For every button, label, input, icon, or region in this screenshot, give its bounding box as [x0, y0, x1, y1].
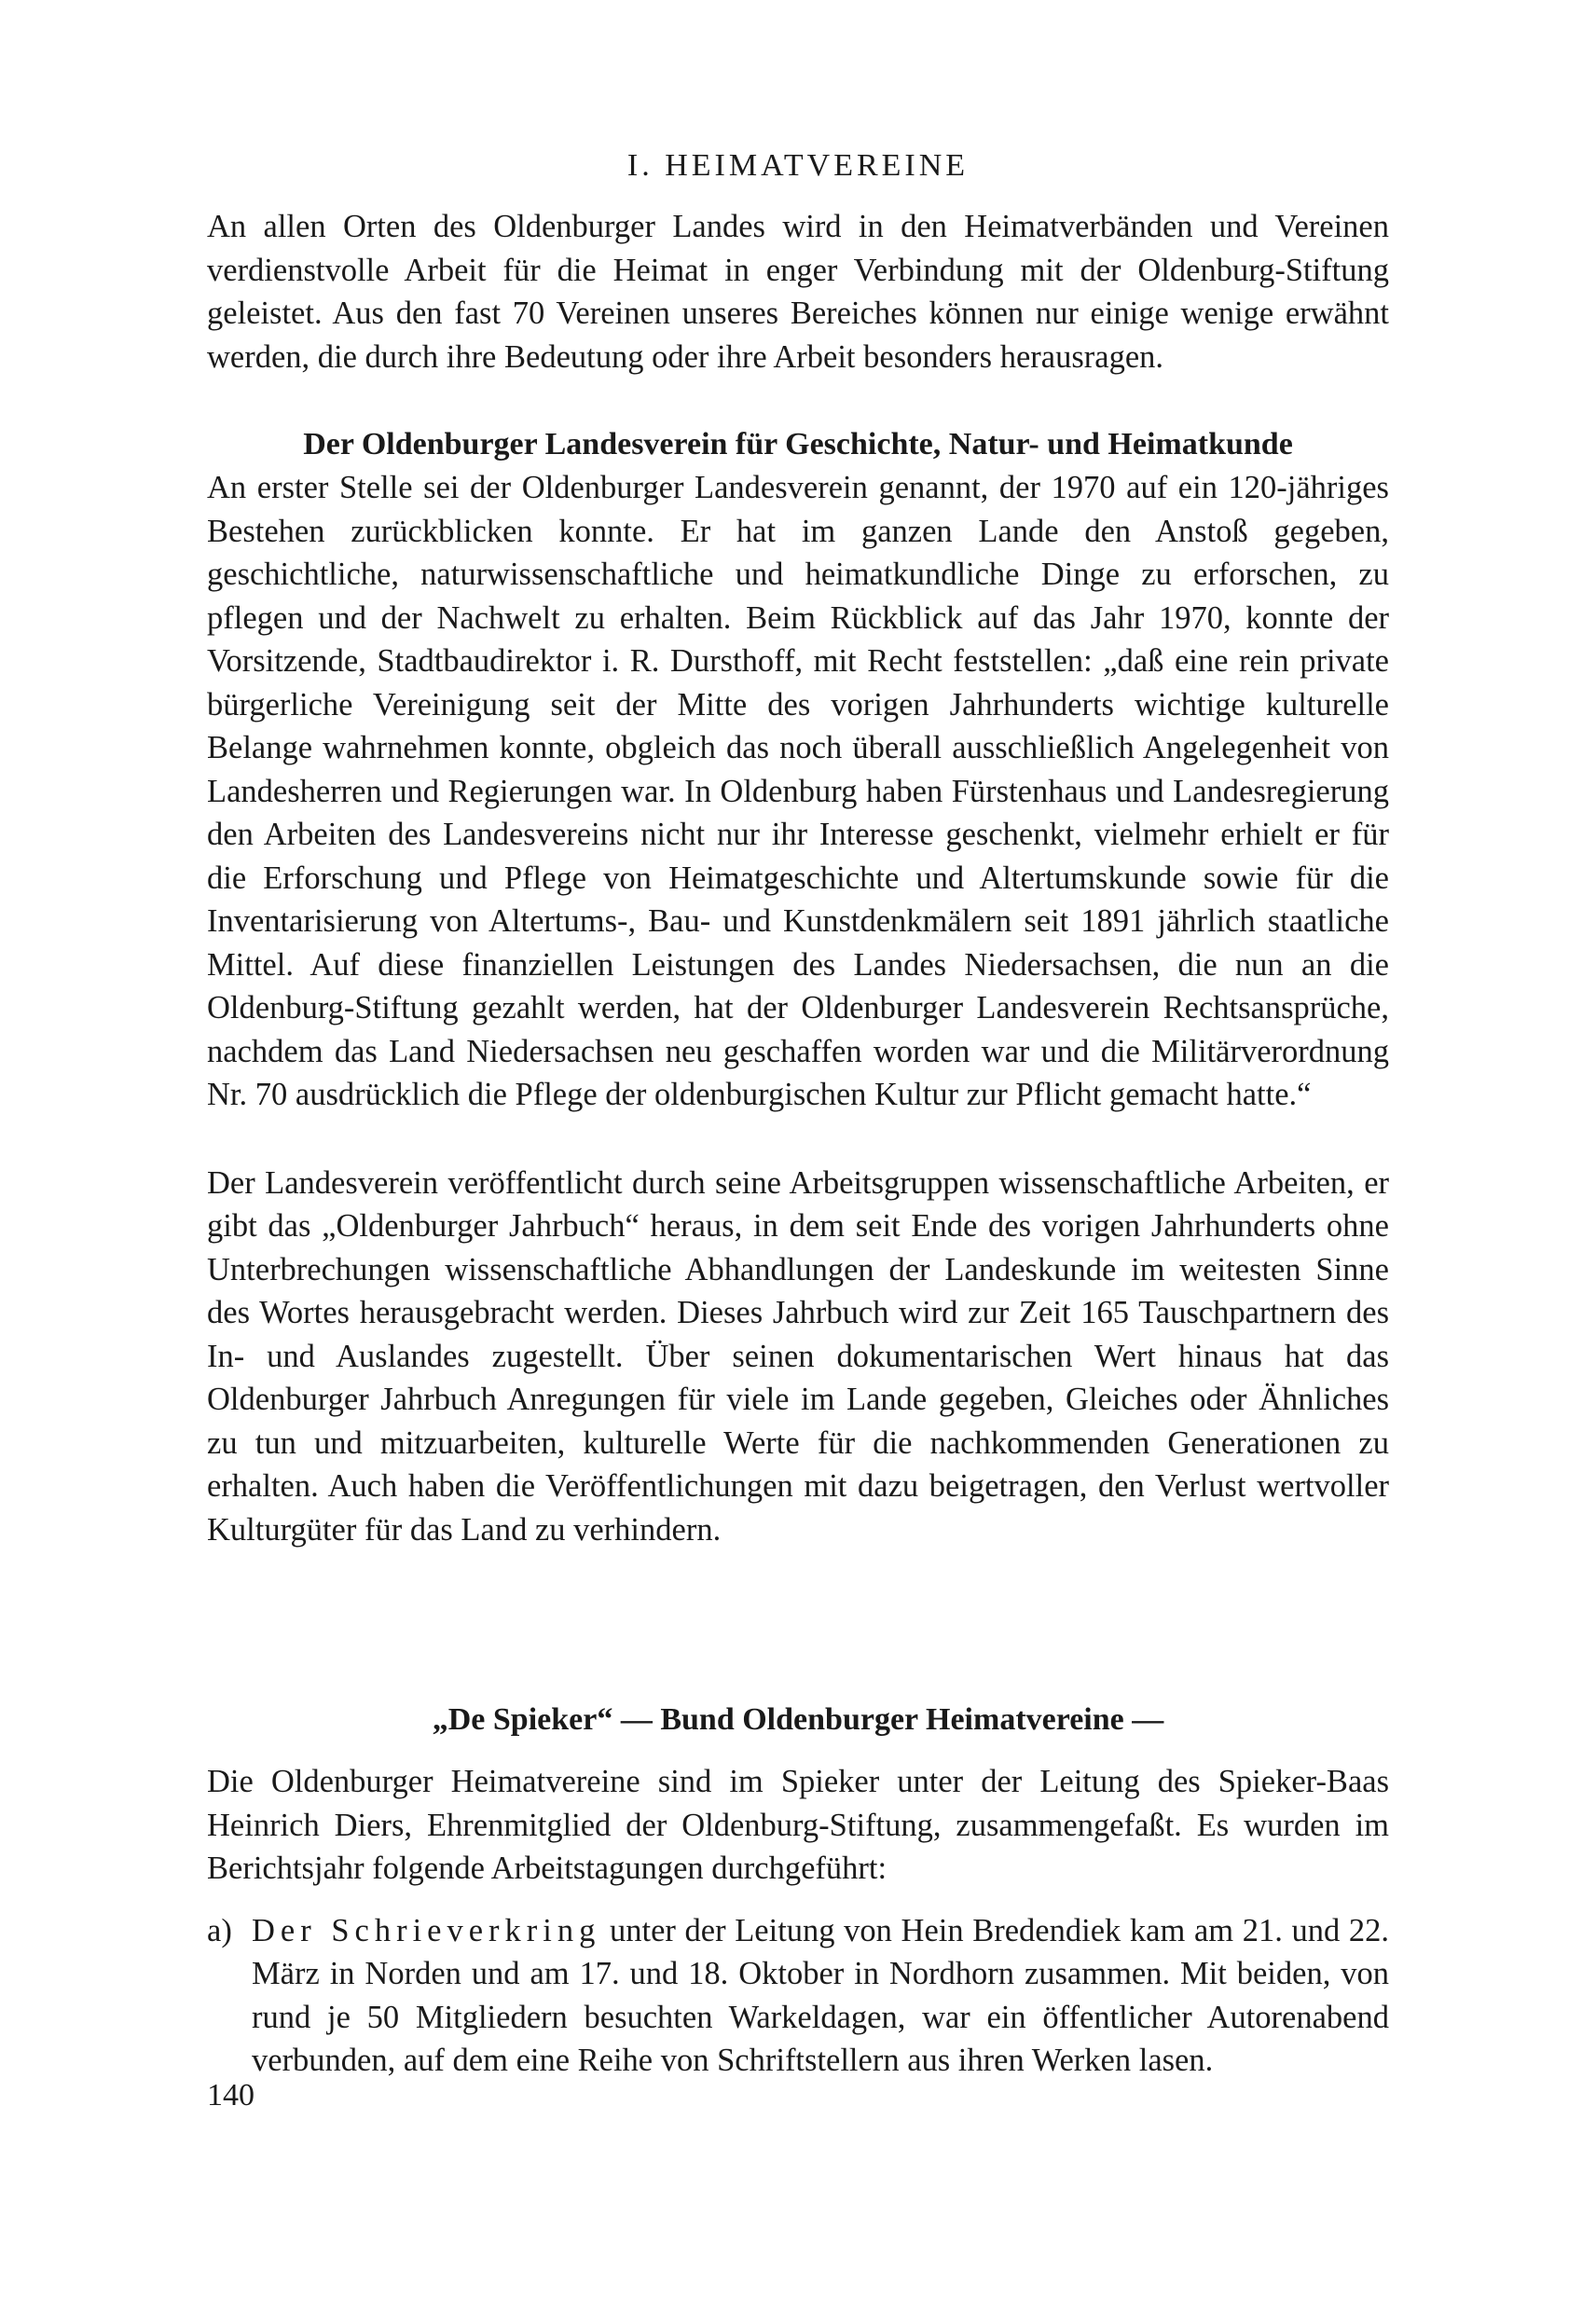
- list-item-text: [252, 1909, 1389, 2083]
- spaced-term: Der Schrieverkring: [252, 1912, 601, 1948]
- chapter-title: I. HEIMATVEREINE: [626, 148, 970, 183]
- section-heading-spieker: „De Spieker“ — Bund Oldenburger Heimatvereine —: [432, 1702, 1164, 1737]
- spieker-paragraph-1: Die Oldenburger Heimatvereine sind im Spieker unter der Leitung des Spieker-Baas Heinrich Diers, Ehrenmitglied der Oldenburg-Stiftung, zusammengefaßt. Es wurden im Berichtsjahr folgende Arbeitstagungen durchgeführt:: [207, 1764, 1389, 1886]
- list-item-a: [207, 1909, 1389, 2083]
- landesverein-paragraph-1: An erster Stelle sei der Oldenburger Landesverein genannt, der 1970 auf ein 120-jähriges Bestehen zurückblicken konnte. Er hat im ganzen Lande den Anstoß gegeben, geschichtliche, naturwissenschaftliche und heimatkundliche Dinge zu erforschen, zu pflegen und der Nachwelt zu erhalten. Beim Rückblick auf das Jahr 1970, konnte der Vorsitzende, Stadtbaudirektor i. R. Dursthoff, mit Recht feststellen: „daß eine rein private bürgerliche Vereinigung seit der Mitte des vorigen Jahrhunderts wichtige kulturelle Belange wahrnehmen konnte, obgleich das noch überall ausschließlich Angelegenheit von Landesherren und Regierungen war. In Oldenburg haben Fürstenhaus und Landesregierung den Arbeiten des Landesvereins nicht nur ihr Interesse geschenkt, vielmehr erhielt er für die Erforschung und Pflege von Heimatgeschichte und Altertumskunde sowie für die Inventarisierung von Altertums-, Bau- und Kunstdenkmälern seit 1891 jährlich staatliche Mittel. Auf diese finanziellen Leistungen des Landes Niedersachsen, die nun an die Oldenburg-Stiftung gezahlt werden, hat der Oldenburger Landesverein Rechtsansprüche, nachdem das Land Niedersachsen neu geschaffen worden war und die Militärverordnung Nr. 70 ausdrücklich die Pflege der oldenburgischen Kultur zur Pflicht gemacht hatte.“: [207, 470, 1389, 1112]
- landesverein-paragraph-2: Der Landesverein veröffentlicht durch seine Arbeitsgruppen wissenschaftliche Arbeiten, er gibt das „Oldenburger Jahrbuch“ heraus, in dem seit Ende des vorigen Jahrhunderts ohne Unterbrechungen wissenschaftliche Abhandlungen der Landeskunde im weitesten Sinne des Wortes herausgebracht werden. Dieses Jahrbuch wird zur Zeit 165 Tauschpartnern des In- und Auslandes zugestellt. Über seinen dokumentarischen Wert hinaus hat das Oldenburger Jahrbuch Anregungen für viele im Lande gegeben, Gleiches oder Ähnliches zu tun und mitzuarbeiten, kulturelle Werte für die nachkommenden Generationen zu erhalten. Auch haben die Veröffentlichungen mit dazu beigetragen, den Verlust wertvoller Kulturgüter für das Land zu verhindern.: [207, 1164, 1389, 1548]
- list-marker: a): [207, 1912, 232, 1948]
- document-page: [207, 140, 1389, 2083]
- page-number: 140: [207, 2078, 255, 2112]
- list-item-body: unter der Leitung von Hein Bredendiek kam am 21. und 22. März in Norden und am 17. und 18. Oktober in Nordhorn zusammen. Mit beiden, von rund je 50 Mitgliedern besuchten Warkeldagen, war ein öffentlicher Autorenabend verbunden, auf dem eine Reihe von Schriftstellern aus ihren Werken lasen.: [252, 1912, 1389, 2078]
- intro-paragraph: An allen Orten des Oldenburger Landes wird in den Heimatverbänden und Vereinen verdienstvolle Arbeit für die Heimat in enger Verbindung mit der Oldenburg-Stiftung geleistet. Aus den fast 70 Vereinen unseres Bereiches können nur einige wenige erwähnt werden, die durch ihre Bedeutung oder ihre Arbeit besonders herausragen.: [207, 209, 1389, 375]
- section-heading-landesverein: Der Oldenburger Landesverein für Geschichte, Natur- und Heimatkunde: [303, 427, 1293, 461]
